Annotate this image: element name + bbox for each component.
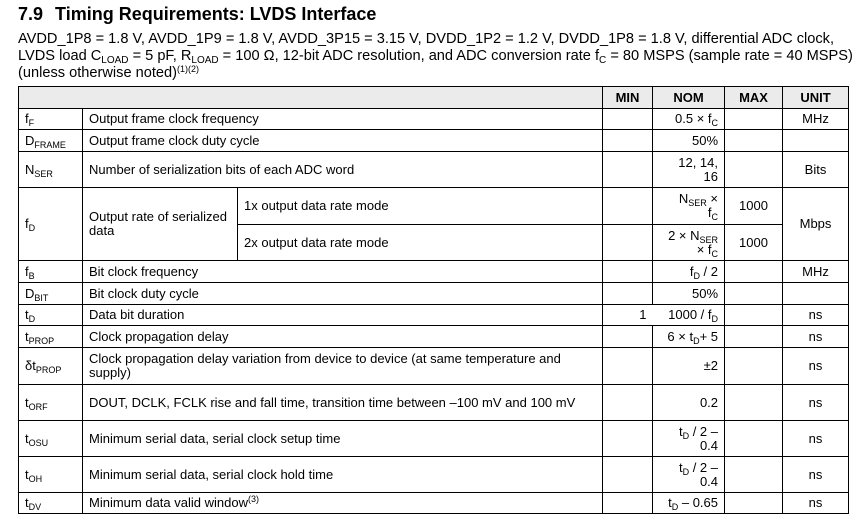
unit-cell: ns [783, 326, 849, 348]
unit-cell: ns [783, 457, 849, 493]
conditions-text: = 80 MSPS (sample rate = 40 MSPS) (unless otherwise noted) [18, 48, 853, 81]
min-cell [603, 261, 653, 283]
conditions-text: = 5 pF, R [128, 48, 192, 64]
nom-cell: 50% [653, 283, 725, 305]
unit-cell: ns [783, 348, 849, 385]
param-description: Output frame clock duty cycle [83, 130, 603, 152]
param-symbol: $t_D$ [19, 305, 83, 326]
max-cell [725, 305, 783, 326]
table-row [19, 457, 849, 493]
table-row [19, 188, 849, 225]
unit-cell: MHz [783, 109, 849, 130]
param-description: Data bit duration [83, 305, 603, 326]
max-cell [725, 283, 783, 305]
nom-cell: $t_D - 0.65$ [653, 493, 725, 514]
nom-cell: $N_{SER}$ × $f_C$ [653, 188, 725, 225]
max-cell [725, 326, 783, 348]
conditions-sub: C [599, 55, 607, 66]
unit-cell: Bits [783, 152, 849, 188]
nom-cell: 0.2 [653, 385, 725, 421]
table-row [19, 421, 849, 457]
unit-cell: ns [783, 385, 849, 421]
max-cell [725, 152, 783, 188]
unit-cell [783, 283, 849, 305]
unit-cell: MHz [783, 261, 849, 283]
param-description: Clock propagation delay [83, 326, 603, 348]
section-title: Timing Requirements: LVDS Interface [55, 4, 377, 24]
nom-cell: 12, 14, 16 [653, 152, 725, 188]
conditions-text: AVDD_1P8 = 1.8 V, AVDD_1P9 = 1.8 V, AVDD_3P15 = 3.15 V, DVDD_1P2 = 1.2 V, DVDD_1P8 = 1.8 V, differential ADC clock, LVDS load C [18, 31, 834, 64]
min-cell [603, 326, 653, 348]
param-symbol: $t_{ORF}$ [19, 385, 83, 421]
min-cell [603, 385, 653, 421]
min-cell [603, 421, 653, 457]
max-cell: 1000 [725, 188, 783, 225]
param-symbol: $\delta t_{PROP}$ [19, 348, 83, 385]
param-symbol: $f_F$ [19, 109, 83, 130]
param-description: Clock propagation delay variation from device to device (at same temperature and supply) [83, 348, 603, 385]
param-description: Minimum serial data, serial clock hold time [83, 457, 603, 493]
min-cell [603, 348, 653, 385]
unit-cell [783, 130, 849, 152]
max-cell [725, 130, 783, 152]
unit-cell: ns [783, 493, 849, 514]
mode-description: 2x output data rate mode [238, 225, 603, 261]
nom-cell: $t_D / 2$ – 0.4 [653, 457, 725, 493]
footnote-ref: (1)(2) [177, 64, 199, 74]
header-unit: UNIT [783, 87, 849, 109]
mode-description: 1x output data rate mode [238, 188, 603, 225]
header-min: MIN [603, 87, 653, 109]
table-row [19, 152, 849, 188]
nom-cell: 50% [653, 130, 725, 152]
min-cell [603, 188, 653, 225]
param-description: Output frame clock frequency [83, 109, 603, 130]
min-cell: 1 [603, 305, 653, 326]
unit-cell: Mbps [783, 188, 849, 261]
nom-cell: $t_D / 2$ – 0.4 [653, 421, 725, 457]
max-cell: 1000 [725, 225, 783, 261]
table-row [19, 283, 849, 305]
table-row [19, 305, 849, 326]
param-description: Bit clock frequency [83, 261, 603, 283]
param-description: Minimum data valid window$^{(3)}$ [83, 493, 603, 514]
max-cell [725, 261, 783, 283]
max-cell [725, 385, 783, 421]
max-cell [725, 421, 783, 457]
table-row [19, 348, 849, 385]
header-max: MAX [725, 87, 783, 109]
nom-cell: $f_D / 2$ [653, 261, 725, 283]
nom-cell: $6 \times t_D+ 5$ [653, 326, 725, 348]
nom-cell: $0.5 \times f_C$ [653, 109, 725, 130]
table-row [19, 261, 849, 283]
min-cell [603, 457, 653, 493]
min-cell [603, 130, 653, 152]
max-cell [725, 457, 783, 493]
param-description: Minimum serial data, serial clock setup time [83, 421, 603, 457]
header-nom: NOM [653, 87, 725, 109]
nom-cell: $1000 / f_D$ [653, 305, 725, 326]
param-symbol: $D_{FRAME}$ [19, 130, 83, 152]
conditions-sub: LOAD [191, 55, 219, 66]
section-heading [18, 4, 376, 25]
table-row [19, 493, 849, 514]
conditions-sub: LOAD [101, 55, 129, 66]
param-description: DOUT, DCLK, FCLK rise and fall time, transition time between –100 mV and 100 mV [83, 385, 603, 421]
param-symbol: $t_{OH}$ [19, 457, 83, 493]
test-conditions [18, 31, 853, 82]
min-cell [603, 109, 653, 130]
param-symbol: $N_{SER}$ [19, 152, 83, 188]
table-row [19, 385, 849, 421]
section-number: 7.9 [18, 4, 44, 24]
max-cell [725, 109, 783, 130]
table-header-row [19, 87, 849, 109]
param-symbol: $t_{PROP}$ [19, 326, 83, 348]
table-row [19, 326, 849, 348]
timing-table [18, 86, 849, 514]
table-row [19, 109, 849, 130]
conditions-text: = 100 Ω, 12-bit ADC resolution, and ADC conversion rate f [218, 48, 600, 64]
param-description: Output rate of serialized data [83, 188, 238, 261]
param-symbol: $D_{BIT}$ [19, 283, 83, 305]
header-blank [19, 87, 603, 109]
param-symbol: $f_D$ [19, 188, 83, 261]
table-row [19, 130, 849, 152]
max-cell [725, 348, 783, 385]
min-cell [603, 225, 653, 261]
param-symbol: $f_B$ [19, 261, 83, 283]
min-cell [603, 152, 653, 188]
nom-cell: $2 \times N_{SER}$ × $f_C$ [653, 225, 725, 261]
min-cell [603, 283, 653, 305]
param-description: Number of serialization bits of each ADC word [83, 152, 603, 188]
nom-cell: ±2 [653, 348, 725, 385]
unit-cell: ns [783, 305, 849, 326]
param-description: Bit clock duty cycle [83, 283, 603, 305]
unit-cell: ns [783, 421, 849, 457]
min-cell [603, 493, 653, 514]
param-symbol: $t_{DV}$ [19, 493, 83, 514]
max-cell [725, 493, 783, 514]
param-symbol: $t_{OSU}$ [19, 421, 83, 457]
